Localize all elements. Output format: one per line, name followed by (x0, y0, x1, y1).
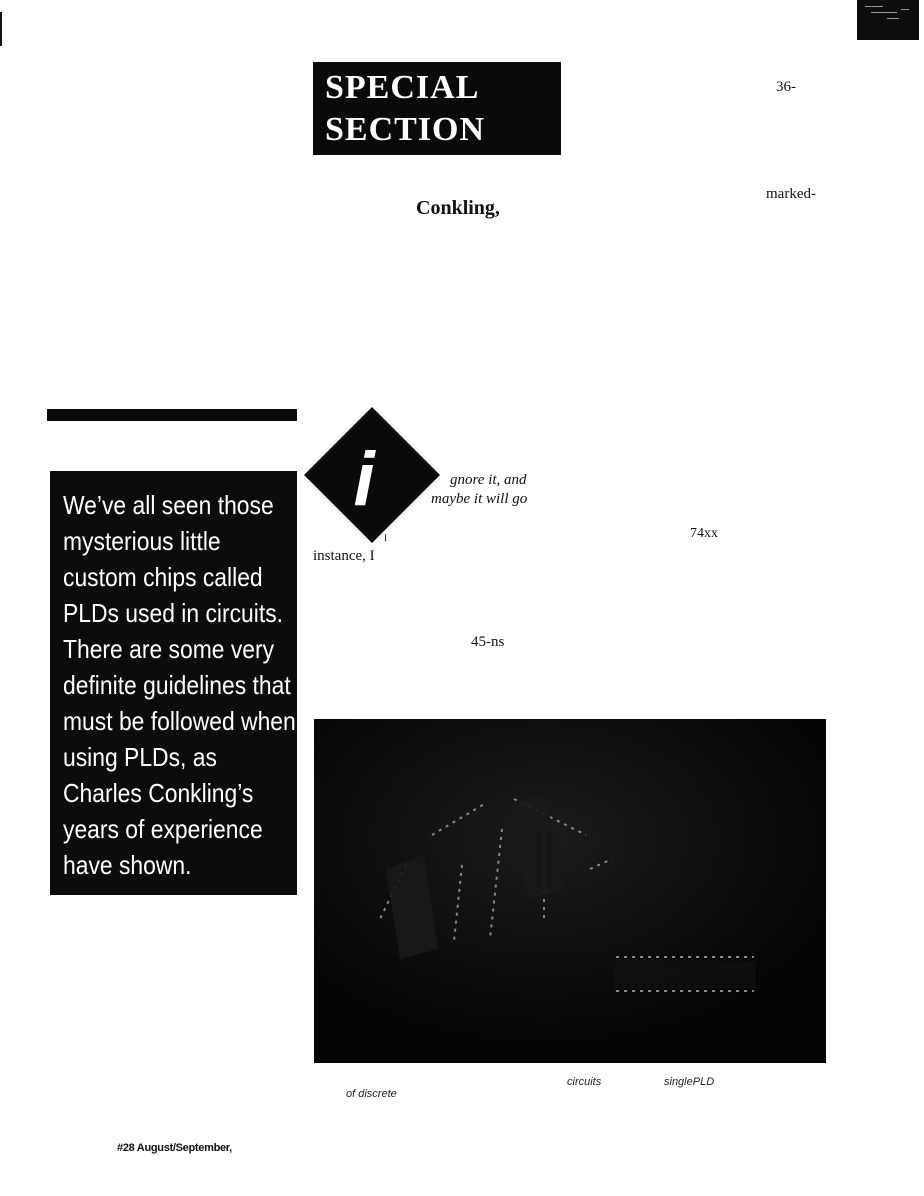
pld-chips-photo (314, 719, 826, 1063)
binding-rule (0, 12, 2, 46)
text-fragment-45ns: 45-ns (471, 634, 505, 650)
issue-footer: #28 August/September, (117, 1142, 232, 1154)
caption-fragment-discrete: of discrete (346, 1088, 397, 1100)
special-section-banner (313, 62, 561, 155)
caption-fragment-single-pld: singlePLD (664, 1076, 715, 1088)
text-fragment-instance: instance, I (313, 548, 375, 564)
caption-fragment-circuits: circuits (567, 1076, 602, 1088)
text-fragment-74xx: 74xx (690, 526, 718, 541)
drop-cap (304, 407, 440, 543)
corner-tab (857, 0, 919, 40)
text-fragment-ignore: gnore it, and (450, 472, 527, 488)
text-fragment-marked: marked- (766, 186, 816, 202)
pull-quote (50, 471, 297, 895)
text-fragment-maybe: maybe it will go (431, 491, 528, 507)
author-name: Conkling, (416, 197, 500, 219)
section-title-line-1: SPECIAL (325, 69, 480, 106)
pull-quote-rule (47, 409, 297, 421)
text-fragment-tick: I (384, 533, 387, 543)
section-title-line-2: SECTION (325, 111, 486, 148)
page-number-fragment: 36- (776, 79, 796, 95)
drop-cap-letter: i (353, 437, 375, 522)
pull-quote-text: We’ve all seen those mysterious little custom chips called PLDs used in circuits. There are some very definite guidelines that must be followed when using PLDs, as Charles Conkling’s years of experience have shown. (63, 490, 296, 880)
